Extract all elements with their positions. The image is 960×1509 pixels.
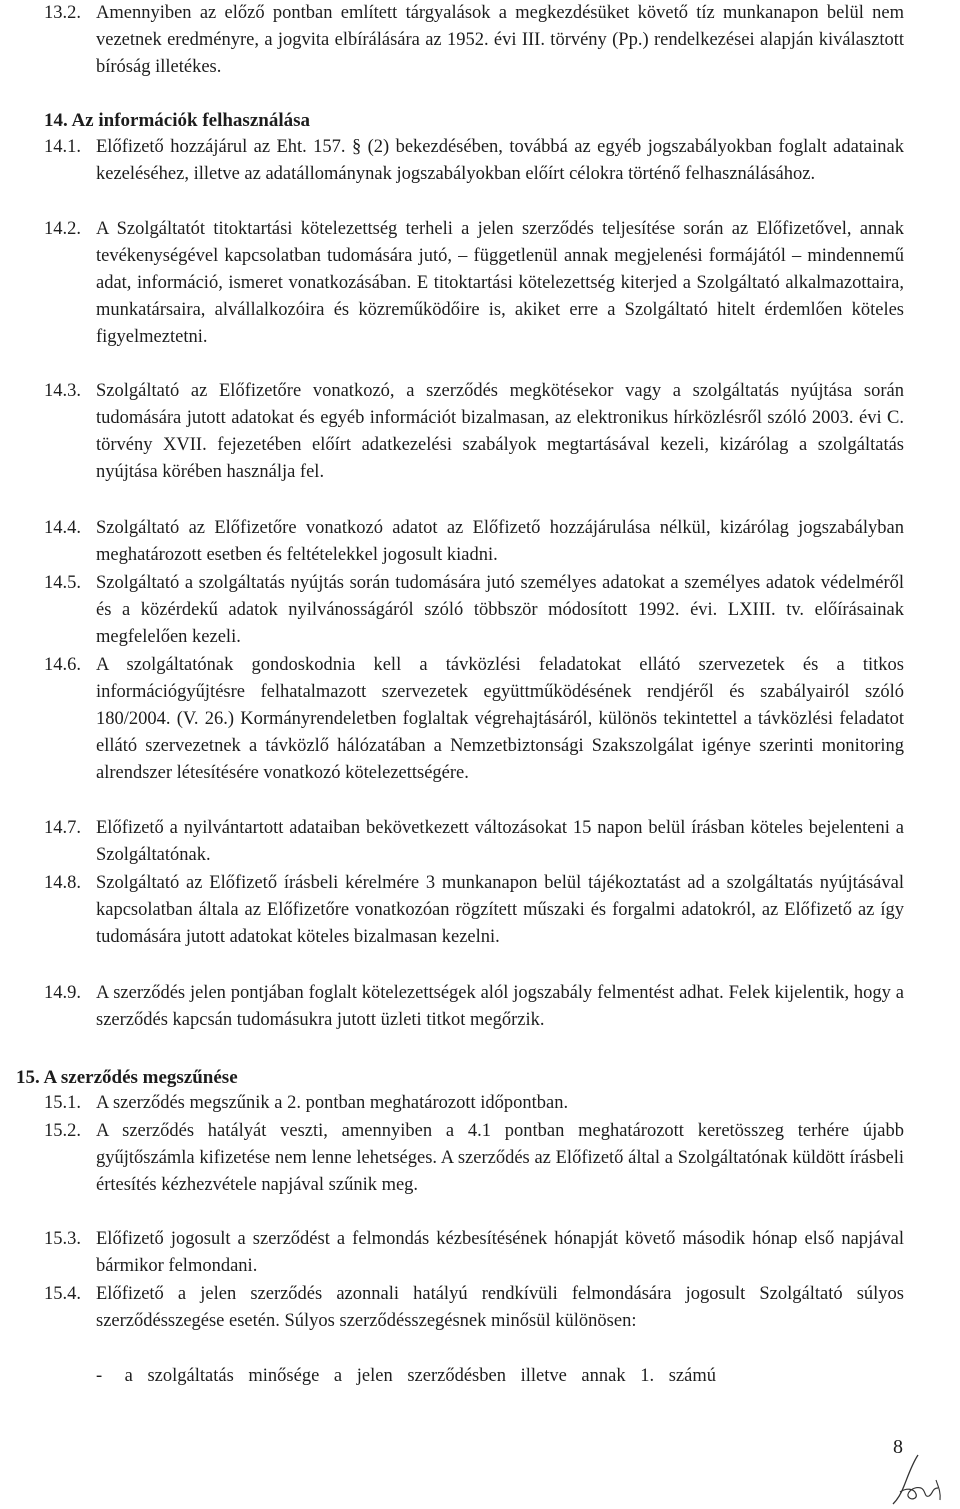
paragraph-text: A Szolgáltatót titoktartási kötelezettség terheli a jelen szerződés teljesítése során az Előfizetővel, annak tevékenységével kapcsolatban tudomására jutó, – függetlenül annak megjelenési formájától – mindennemű adat, információ, ismeret vonatkozásában. E titoktartási kötelezettség kiterjed a Szolgáltató alkalmazottaira, munkatársaira, alvállalkozóira és közreműködőire is, akiket erre a Szolgáltató hitelt érdemlően köteles figyelmeztetni. <box>96 219 904 347</box>
paragraph-text: Szolgáltató a szolgáltatás nyújtás során tudomására jutó személyes adatokat a személyes adatok védelméről és a közérdekű adatok nyilvánosságáról szóló többször módosított 1992. évi. LXIII. tv. előírásainak megfelelően kezeli. <box>96 573 904 647</box>
paragraph-13-2 <box>44 0 904 81</box>
paragraph-number: 14.2. <box>44 219 81 239</box>
paragraph-number: 14.7. <box>44 818 81 838</box>
list-dash: - <box>96 1366 103 1386</box>
paragraph-14-8 <box>44 870 904 951</box>
section-heading-15: 15. A szerződés megszűnése <box>16 1067 238 1088</box>
paragraph-14-2 <box>44 216 904 351</box>
paragraph-14-4 <box>44 515 904 569</box>
paragraph-number: 13.2. <box>44 3 81 23</box>
paragraph-number: 15.1. <box>44 1093 81 1113</box>
signature-mark <box>888 1452 948 1507</box>
paragraph-number: 14.9. <box>44 983 81 1003</box>
paragraph-15-1 <box>44 1090 904 1117</box>
paragraph-14-7 <box>44 815 904 869</box>
paragraph-text: Előfizető a nyilvántartott adataiban bekövetkezett változásokat 15 napon belül írásban köteles bejelenteni a Szolgáltatónak. <box>96 818 904 865</box>
paragraph-text: Amennyiben az előző pontban említett tárgyalások a megkezdésüket követő tíz munkanapon belül nem vezetnek eredményre, a jogvita elbírálására az 1952. évi III. törvény (Pp.) rendelkezései alapján kiválasztott bíróság illetékes. <box>96 3 904 77</box>
paragraph-text: Előfizető jogosult a szerződést a felmondás kézbesítésének hónapját követő második hónap első napjával bármikor felmondani. <box>96 1229 904 1276</box>
paragraph-text: Előfizető hozzájárul az Eht. 157. § (2) bekezdésében, továbbá az egyéb jogszabályokban foglalt adatainak kezeléséhez, illetve az adatállománynak jogszabályokban előírt célokra történő felhasználásához. <box>96 137 904 184</box>
paragraph-text: Szolgáltató az Előfizetőre vonatkozó, a szerződés megkötésekor vagy a szolgáltatás nyújtása során tudomására jutott adatokat és egyéb információt bizalmasan, az elektronikus hírközlésről szóló 2003. évi C. törvény XVII. fejezetében előírt adatkezelési szabályok megtartásával kezeli, kizárólag a szolgáltatás nyújtása körében használja fel. <box>96 381 904 482</box>
paragraph-text: Szolgáltató az Előfizető írásbeli kérelmére 3 munkanapon belül tájékoztatást ad a szolgáltatás nyújtásával kapcsolatban általa az Előfizetőre vonatkozóan rögzített műszaki és forgalmi adatokról, az Előfizető az így tudomására jutott adatokat köteles bizalmasan kezelni. <box>96 873 904 947</box>
paragraph-text: Előfizető a jelen szerződés azonnali hatályú rendkívüli felmondására jogosult Szolgáltató súlyos szerződésszegése esetén. Súlyos szerződésszegésnek minősül különösen: <box>96 1284 904 1331</box>
list-item <box>96 1363 904 1390</box>
paragraph-number: 15.4. <box>44 1284 81 1304</box>
paragraph-number: 14.1. <box>44 137 81 157</box>
paragraph-text: A szerződés hatályát veszti, amennyiben a 4.1 pontban meghatározott keretösszeg terhére újabb gyűjtőszámla kifizetése nem lenne lehetséges. A szerződés az Előfizető által a Szolgáltatónak küldött írásbeli értesítés kézhezvétele napjával szűnik meg. <box>96 1121 904 1195</box>
paragraph-14-3 <box>44 378 904 486</box>
paragraph-15-2 <box>44 1118 904 1199</box>
paragraph-number: 14.6. <box>44 655 81 675</box>
paragraph-15-3 <box>44 1226 904 1280</box>
paragraph-14-6 <box>44 652 904 787</box>
paragraph-15-4 <box>44 1281 904 1335</box>
paragraph-14-5 <box>44 570 904 651</box>
paragraph-number: 14.8. <box>44 873 81 893</box>
paragraph-text: A szerződés megszűnik a 2. pontban meghatározott időpontban. <box>96 1093 569 1113</box>
paragraph-text: A szolgáltatónak gondoskodnia kell a távközlési feladatokat ellátó szervezetek és a titkos információgyűjtésre felhatalmazott szervezetek együttműködésének rendjéről és szabályairól szóló 180/2004. (V. 26.) Kormányrendeletben foglaltak végrehajtásáról, különös tekintettel a távközlési feladatot ellátó szervezetnek a távközlő hálózatában a Nemzetbiztonsági Szakszolgálat igénye szerinti monitoring alrendszer létesítésére vonatkozó kötelezettségére. <box>96 655 904 783</box>
paragraph-text: Szolgáltató az Előfizetőre vonatkozó adatot az Előfizető hozzájárulása nélkül, kizárólag jogszabályban meghatározott esetben és feltételekkel jogosult kiadni. <box>96 518 904 565</box>
paragraph-text: A szerződés jelen pontjában foglalt kötelezettségek alól jogszabály felmentést adhat. Felek kijelentik, hogy a szerződés kapcsán tudomásukra jutott üzleti titkot megőrzik. <box>96 983 904 1030</box>
page-number: 8 <box>893 1436 903 1458</box>
section-heading-14: 14. Az információk felhasználása <box>44 110 310 131</box>
paragraph-14-9 <box>44 980 904 1034</box>
paragraph-number: 14.4. <box>44 518 81 538</box>
paragraph-14-1 <box>44 134 904 188</box>
list-item-text: a szolgáltatás minősége a jelen szerződésben illetve annak 1. számú <box>124 1366 716 1386</box>
paragraph-number: 15.3. <box>44 1229 81 1249</box>
paragraph-number: 14.5. <box>44 573 81 593</box>
paragraph-number: 15.2. <box>44 1121 81 1141</box>
paragraph-number: 14.3. <box>44 381 81 401</box>
